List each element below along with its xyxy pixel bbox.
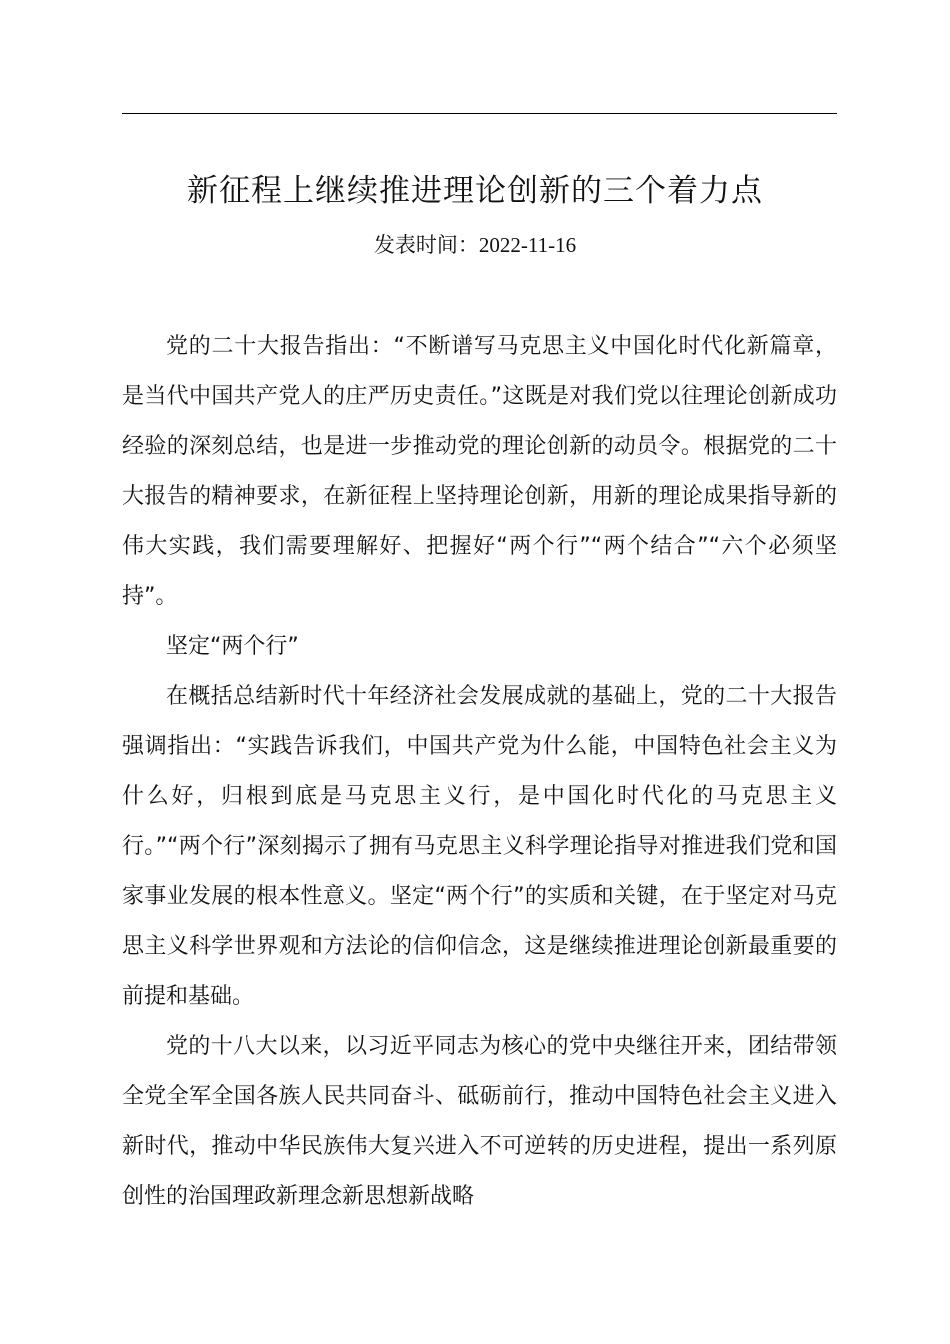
publish-date-value: 2022-11-16	[478, 233, 577, 257]
article-body	[122, 322, 837, 1222]
header-rule	[122, 113, 837, 114]
section-heading: 坚定“两个行”	[166, 634, 299, 659]
paragraph-eighteenth-congress: 党的十八大以来，以习近平同志为核心的党中央继往开来，团结带领全党全军全国各族人民共同奋斗、砥砺前行，推动中国特色社会主义进入新时代，推动中华民族伟大复兴进入不可逆转的历史进程，提出一系列原创性的治国理政新理念新思想新战略	[122, 1034, 837, 1209]
publish-date	[0, 229, 950, 261]
paragraph-intro: 党的二十大报告指出：“不断谱写马克思主义中国化时代化新篇章，是当代中国共产党人的庄严历史责任。”这既是对我们党以往理论创新成功经验的深刻总结，也是进一步推动党的理论创新的动员令。根据党的二十大报告的精神要求，在新征程上坚持理论创新，用新的理论成果指导新的伟大实践，我们需要理解好、把握好“两个行”“两个结合”“六个必须坚持”。	[122, 334, 837, 609]
publish-date-label: 发表时间：	[373, 233, 479, 257]
paragraph-two-xing: 在概括总结新时代十年经济社会发展成就的基础上，党的二十大报告强调指出：“实践告诉我们，中国共产党为什么能，中国特色社会主义为什么好，归根到底是马克思主义行，是中国化时代化的马克思主义行。”“两个行”深刻揭示了拥有马克思主义科学理论指导对推进我们党和国家事业发展的根本性意义。坚定“两个行”的实质和关键，在于坚定对马克思主义科学世界观和方法论的信仰信念，这是继续推进理论创新最重要的前提和基础。	[122, 684, 837, 1009]
page-title: 新征程上继续推进理论创新的三个着力点	[187, 173, 763, 209]
